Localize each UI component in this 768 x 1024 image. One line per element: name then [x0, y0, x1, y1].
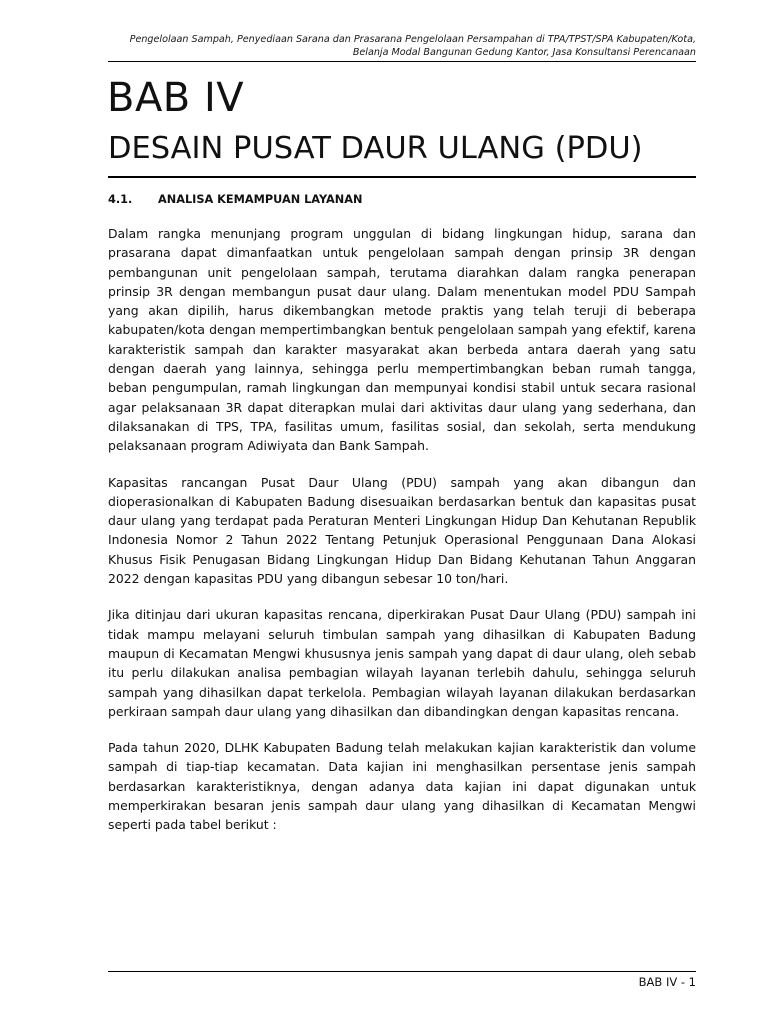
running-header: [100, 33, 696, 59]
section-number: 4.1.: [108, 193, 133, 206]
paragraph: Kapasitas rancangan Pusat Daur Ulang (PDU) sampah yang akan dibangun dan dioperasionalkan di Kabupaten Badung disesuaikan berdasarkan bentuk dan kapasitas pusat daur ulang yang terdapat pada Peraturan Menteri Lingkungan Hidup Dan Kehutanan Republik Indonesia Nomor 2 Tahun 2022 Tentang Petunjuk Operasional Penggunaan Dana Alokasi Khusus Fisik Penugasan Bidang Lingkungan Hidup Dan Bidang Kehutanan Tahun Anggaran 2022 dengan kapasitas PDU yang dibangun sebesar 10 ton/hari.: [108, 474, 696, 587]
paragraph: Pada tahun 2020, DLHK Kabupaten Badung telah melakukan kajian karakteristik dan volume sampah di tiap-tiap kecamatan. Data kajian ini menghasilkan persentase jenis sampah berdasarkan karakteristiknya, dengan adanya data kajian ini dapat digunakan untuk memperkirakan besaran jenis sampah daur ulang yang dihasilkan di Kecamatan Mengwi seperti pada tabel berikut :: [108, 740, 696, 833]
body-text: [108, 224, 696, 852]
section-heading: [108, 192, 362, 208]
page-number: BAB IV - 1: [638, 975, 696, 989]
chapter-number: BAB IV: [107, 75, 245, 121]
chapter-title: DESAIN PUSAT DAUR ULANG (PDU): [108, 131, 643, 166]
header-divider: [108, 61, 696, 62]
running-header-line-1: Pengelolaan Sampah, Penyediaan Sarana dan Prasarana Pengelolaan Persampahan di TPA/TPST/SPA Kabupaten/Kota,: [129, 34, 696, 45]
title-divider: [108, 176, 696, 178]
paragraph: Dalam rangka menunjang program unggulan di bidang lingkungan hidup, sarana dan prasarana dapat dimanfaatkan untuk pengelolaan sampah dengan prinsip 3R dengan pembangunan unit pengelolaan sampah, terutama diarahkan dalam rangka penerapan prinsip 3R dengan membangun pusat daur ulang. Dalam menentukan model PDU Sampah yang akan dipilih, harus dikembangkan metode praktis yang telah teruji di beberapa kabupaten/kota dengan mempertimbangkan bentuk pengelolaan sampah yang efektif, karena karakteristik sampah dan karakter masyarakat akan berbeda antara daerah yang satu dengan daerah yang lainnya, sehingga perlu mempertimbangkan beban rumah tangga, beban pengumpulan, ramah lingkungan dan mempunyai kondisi stabil untuk secara rasional agar pelaksanaan 3R dapat diterapkan mulai dari aktivitas daur ulang yang sederhana, dan dilaksanakan di TPS, TPA, fasilitas umum, fasilitas sosial, dan sekolah, serta mendukung pelaksanaan program Adiwiyata dan Bank Sampah.: [108, 226, 696, 454]
running-header-line-2: Belanja Modal Bangunan Gedung Kantor, Jasa Konsultansi Perencanaan: [352, 47, 696, 58]
section-title: ANALISA KEMAMPUAN LAYANAN: [158, 193, 363, 206]
footer-divider: [108, 971, 696, 972]
paragraph: Jika ditinjau dari ukuran kapasitas rencana, diperkirakan Pusat Daur Ulang (PDU) sampah ini tidak mampu melayani seluruh timbulan sampah yang dihasilkan di Kabupaten Badung maupun di Kecamatan Mengwi khususnya jenis sampah yang dapat di daur ulang, oleh sebab itu perlu dilakukan analisa pembagian wilayah layanan terlebih dahulu, sehingga seluruh sampah yang dihasilkan dapat terkelola. Pembagian wilayah layanan dilakukan berdasarkan perkiraan sampah daur ulang yang dihasilkan dan dibandingkan dengan kapasitas rencana.: [108, 607, 696, 719]
